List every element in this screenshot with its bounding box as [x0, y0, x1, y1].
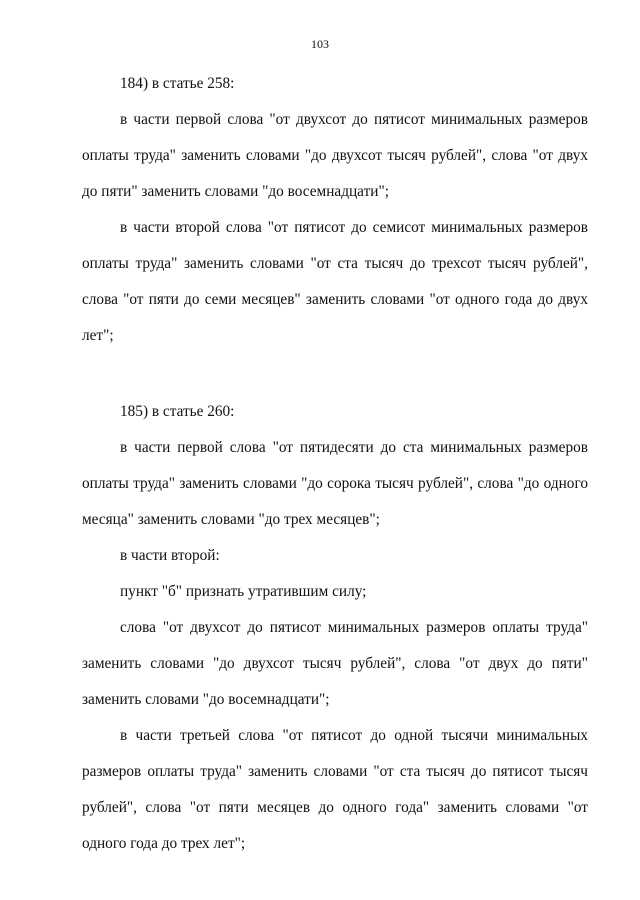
document-body: [82, 66, 588, 862]
item-185-paragraph-1: в части первой слова "от пятидесяти до ста минимальных размеров оплаты труда" заменить словами "до сорока тысяч рублей", слова "до одного месяца" заменить словами "до трех месяцев";: [82, 439, 588, 528]
item-185-heading: 185) в статье 260:: [120, 403, 235, 420]
item-184-paragraph-1: в части первой слова "от двухсот до пятисот минимальных размеров оплаты труда" заменить словами "до двухсот тысяч рублей", слова "от двух до пяти" заменить словами "до восемнадцати";: [82, 111, 588, 200]
item-185-paragraph-2: в части второй:: [120, 547, 220, 564]
item-185-paragraph-3: пункт "б" признать утратившим силу;: [120, 583, 367, 600]
item-185-paragraph-4: слова "от двухсот до пятисот минимальных размеров оплаты труда" заменить словами "до двухсот тысяч рублей", слова "от двух до пяти" заменить словами "до восемнадцати";: [82, 619, 588, 708]
item-184-heading: 184) в статье 258:: [120, 75, 235, 92]
section-spacer: [82, 354, 588, 394]
item-185-paragraph-5: в части третьей слова "от пятисот до одной тысячи минимальных размеров оплаты труда" заменить словами "от ста тысяч до пятисот тысяч рублей", слова "от пяти месяцев до одного года" заменить словами "от одного года до трех лет";: [82, 727, 588, 852]
item-184-paragraph-2: в части второй слова "от пятисот до семисот минимальных размеров оплаты труда" заменить словами "от ста тысяч до трехсот тысяч рублей", слова "от пяти до семи месяцев" заменить словами "от одного года до двух лет";: [82, 219, 588, 344]
page-number: 103: [311, 37, 329, 51]
